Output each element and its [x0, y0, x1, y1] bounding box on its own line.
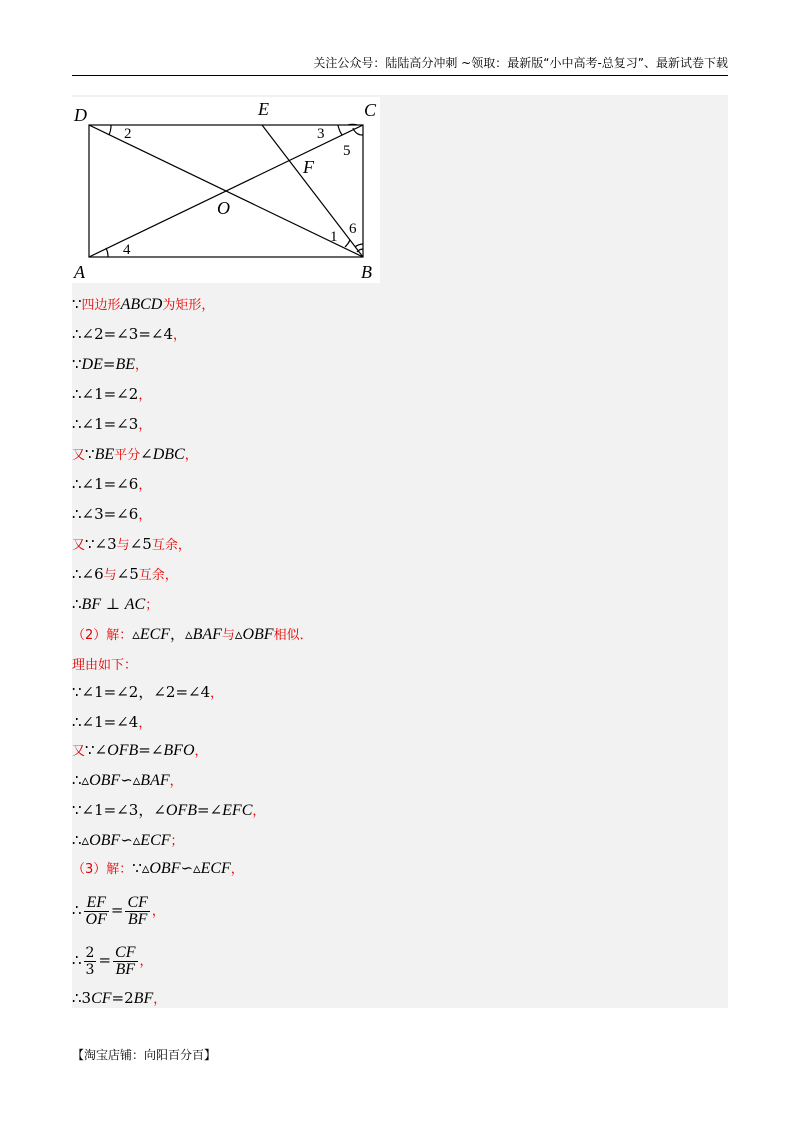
step-line: ∵∠1=∠3，∠OFB=∠EFC，	[72, 801, 266, 819]
label-f: F	[303, 157, 314, 177]
page-footer: 【淘宝店铺：向阳百分百】	[72, 1048, 217, 1062]
angle-label-1: 1	[330, 229, 338, 245]
fraction: $\frac{CF}{BF}$	[115, 943, 136, 978]
angle-label-2: 2	[124, 126, 132, 142]
angle-label-6: 6	[349, 221, 357, 237]
label-o: O	[217, 198, 230, 218]
page-header: 关注公众号：陆陆高分冲刺 ~领取：最新版“小中高考-总复习”、最新试卷下载	[72, 56, 728, 76]
step-line: ∴∠1=∠4，	[72, 713, 152, 731]
step-line: （2）解：▵ECF，▵BAF与▵OBF相似．	[72, 625, 313, 643]
step-line: ∴∠1=∠6，	[72, 475, 152, 493]
step-line: 又∵BE平分∠DBC，	[72, 445, 198, 463]
angle-arc-4	[106, 248, 108, 257]
angle-arc-6a	[355, 244, 363, 247]
step-line-fraction: ∴ $\frac{EF}{OF}$ = $\frac{CF}{BF}$ ，	[72, 893, 165, 928]
step-line: （3）解：∵▵OBF∽▵ECF，	[72, 859, 244, 877]
angle-label-4: 4	[123, 242, 131, 258]
label-b: B	[361, 262, 372, 282]
angle-arc-3	[338, 125, 342, 135]
angle-label-3: 3	[317, 126, 325, 142]
step-line: ∴∠3=∠6，	[72, 505, 152, 523]
label-a: A	[74, 262, 85, 282]
step-line: 又∵∠OFB=∠BFO，	[72, 741, 208, 759]
label-d: D	[74, 105, 87, 125]
step-line: ∴▵OBF∽▵BAF，	[72, 771, 183, 789]
angle-arc-2	[109, 125, 111, 135]
step-line: ∴∠2=∠3=∠4，	[72, 325, 187, 343]
step-line: ∵∠1=∠2，∠2=∠4，	[72, 683, 224, 701]
angle-label-5: 5	[343, 143, 351, 159]
fraction: $\frac{2}{3}$	[85, 944, 95, 978]
step-line: ∵DE=BE，	[72, 355, 149, 373]
geometry-figure	[72, 97, 380, 283]
rectangle-diagram	[72, 97, 380, 283]
step-line: 又∵∠3与∠5互余，	[72, 535, 191, 553]
angle-arc-1	[345, 240, 350, 247]
step-line: ∴∠1=∠3，	[72, 415, 152, 433]
step-line: ∴▵OBF∽▵ECF；	[72, 831, 184, 849]
step-line: ∴BF ⊥ AC；	[72, 595, 159, 613]
step-line: ∴∠1=∠2，	[72, 385, 152, 403]
step-line: ∴3CF=2BF，	[72, 989, 167, 1007]
label-c: C	[364, 100, 377, 120]
label-e: E	[258, 99, 269, 119]
fraction: $\frac{EF}{OF}$	[85, 893, 107, 928]
step-line: 理由如下：	[72, 658, 138, 673]
step-line-fraction: ∴ $\frac{2}{3}$ = $\frac{CF}{BF}$ ，	[72, 943, 153, 978]
step-line: ∵四边形ABCD为矩形，	[72, 295, 215, 313]
fraction: $\frac{CF}{BF}$	[127, 893, 148, 928]
step-line: ∴∠6与∠5互余，	[72, 565, 178, 583]
